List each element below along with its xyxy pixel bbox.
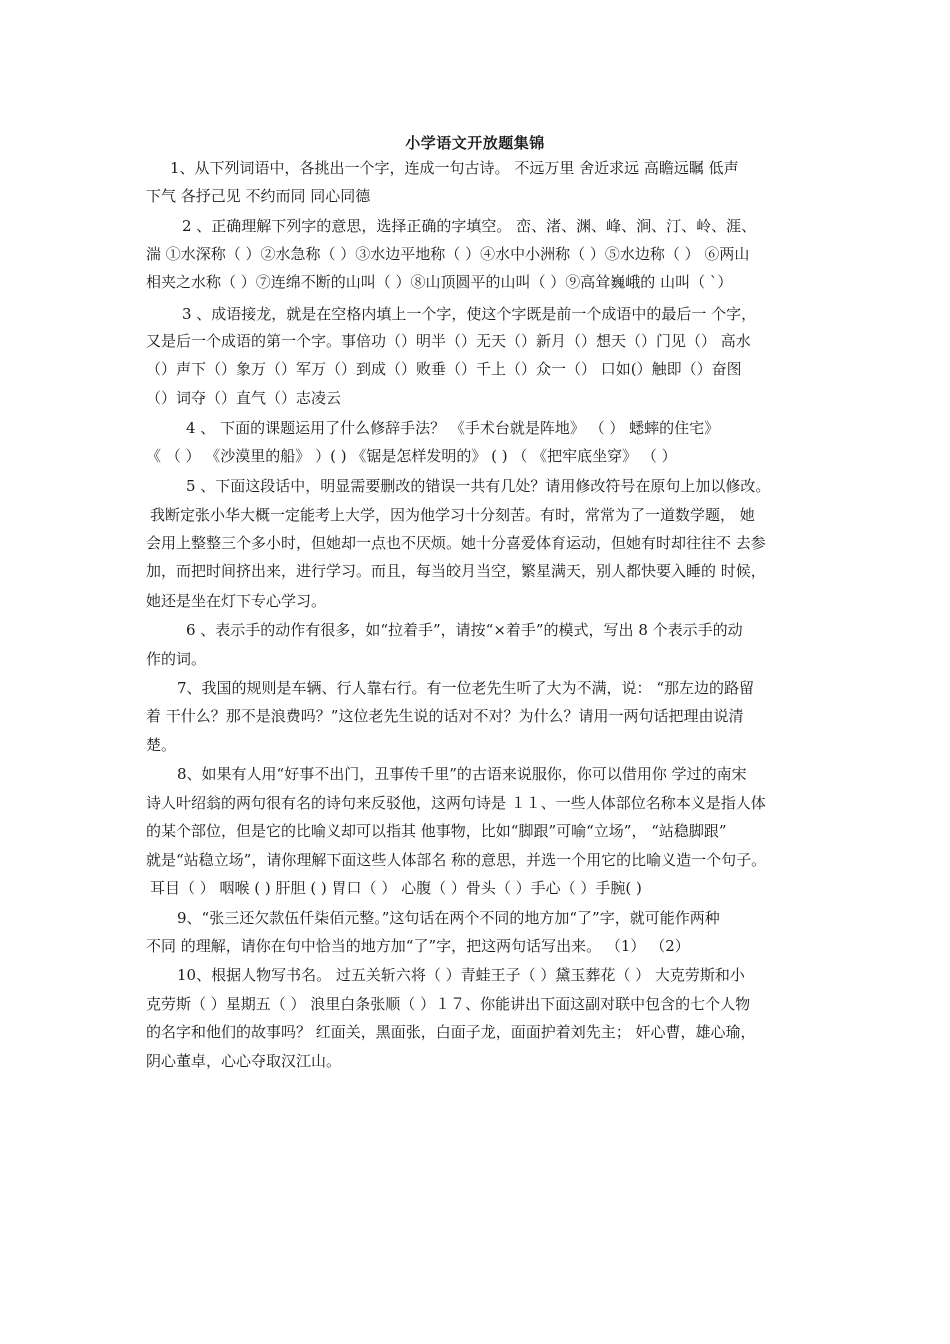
- text-line: 6 、表示手的动作有很多，如“拉着手”，请按“×着手”的模式，写出 8 个表示手的动: [186, 621, 743, 639]
- text-line: 10、根据人物写书名。 过五关斩六将（ ）青蛙王子（ ）黛玉葬花（ ） 大克劳斯和小: [177, 966, 745, 984]
- text-line: 着 干什么？那不是浪费吗？”这位老先生说的话对不对？为什么？请用一两句话把理由说清: [146, 707, 744, 725]
- text-line: 会用上整整三个多小时，但她却一点也不厌烦。她十分喜爱体育运动，但她有时却往往不 去参: [146, 534, 766, 552]
- text-line: 5 、下面这段话中，明显需要删改的错误一共有几处？请用修改符号在原句上加以修改。: [186, 477, 771, 495]
- text-line: 《 （ ） 《沙漠里的船》 ）( ) 《锯是怎样发明的》 ( ) （ 《把牢底坐穿》 （ ）: [146, 447, 677, 465]
- text-line: 的名字和他们的故事吗？ 红面关，黑面张，白面子龙，面面护着刘先主； 奸心曹，雄心瑜，: [146, 1023, 756, 1041]
- text-line: 又是后一个成语的第一个字。事倍功（）明半（）无天（）新月（）想天（）门见（） 高水: [146, 332, 751, 350]
- text-line: 就是“站稳立场”，请你理解下面这些人体部名 称的意思，并选一个用它的比喻义造一个句子。: [146, 851, 767, 869]
- text-line: 克劳斯（ ）星期五（ ） 浪里白条张顺（ ）１７、你能讲出下面这副对联中包含的七个人物: [146, 995, 751, 1013]
- text-line: 不同 的理解，请你在句中恰当的地方加“了”字，把这两句话写出来。 （1） （2）: [146, 937, 690, 955]
- text-line: 作的词。: [146, 650, 207, 668]
- text-line: （）词夺（）直气（）志凌云: [146, 389, 342, 407]
- text-line: 耳目（ ） 咽喉 ( ) 肝胆 ( ) 胃口（ ） 心腹（ ）骨头（ ）手心（ ）手腕( ): [150, 879, 642, 897]
- text-line: 3 、成语接龙，就是在空格内填上一个字，使这个字既是前一个成语中的最后一 个字，: [182, 305, 757, 323]
- text-line: 1、从下列词语中，各挑出一个字，连成一句古诗。 不远万里 舍近求远 高瞻远瞩 低声: [170, 159, 739, 177]
- document-title: 小学语文开放题集锦: [405, 134, 545, 152]
- text-line: 下气 各抒己见 不约而同 同心同德: [146, 187, 371, 205]
- text-line: 9、“张三还欠款伍仟柒佰元整。”这句话在两个不同的地方加“了”字，就可能作两种: [177, 909, 720, 927]
- text-line: 8、如果有人用“好事不出门，丑事传千里”的古语来说服你，你可以借用你 学过的南宋: [177, 765, 747, 783]
- text-line: （）声下（）象万（）军万（）到成（）败垂（）千上（）众一（） 口如(）触即（）奋图: [146, 360, 742, 378]
- text-line: 她还是坐在灯下专心学习。: [146, 592, 327, 610]
- text-line: 湍 ①水深称（ ）②水急称（ ）③水边平地称（ ）④水中小洲称（ ）⑤水边称（ ） ⑥两山: [146, 245, 750, 263]
- text-line: 相夹之水称（ ）⑦连绵不断的山叫（ ）⑧山顶圆平的山叫（ ）⑨高耸巍峨的 山叫（ `）: [146, 273, 733, 291]
- text-line: 我断定张小华大概一定能考上大学，因为他学习十分刻苦。有时，常常为了一道数学题， 她: [150, 506, 755, 524]
- text-line: 的某个部位，但是它的比喻义却可以指其 他事物，比如“脚跟”可喻“立场”， “站稳脚跟”: [146, 822, 727, 840]
- text-line: 2 、正确理解下列字的意思，选择正确的字填空。 峦、渚、渊、峰、涧、汀、岭、涯、: [182, 217, 757, 235]
- text-line: 7、我国的规则是车辆、行人靠右行。有一位老先生听了大为不满，说： “那左边的路留: [177, 679, 754, 697]
- text-line: 4 、 下面的课题运用了什么修辞手法？ 《手术台就是阵地》 （ ） 蟋蟀的住宅》: [186, 419, 720, 437]
- text-line: 诗人叶绍翁的两句很有名的诗句来反驳他，这两句诗是 １１、一些人体部位名称本义是指人体: [146, 794, 766, 812]
- text-line: 阴心董卓，心心夺取汉江山。: [146, 1052, 342, 1070]
- text-line: 楚。: [146, 736, 177, 754]
- text-line: 加，而把时间挤出来，进行学习。而且，每当皎月当空，繁星满天，别人都快要入睡的 时候，: [146, 562, 766, 580]
